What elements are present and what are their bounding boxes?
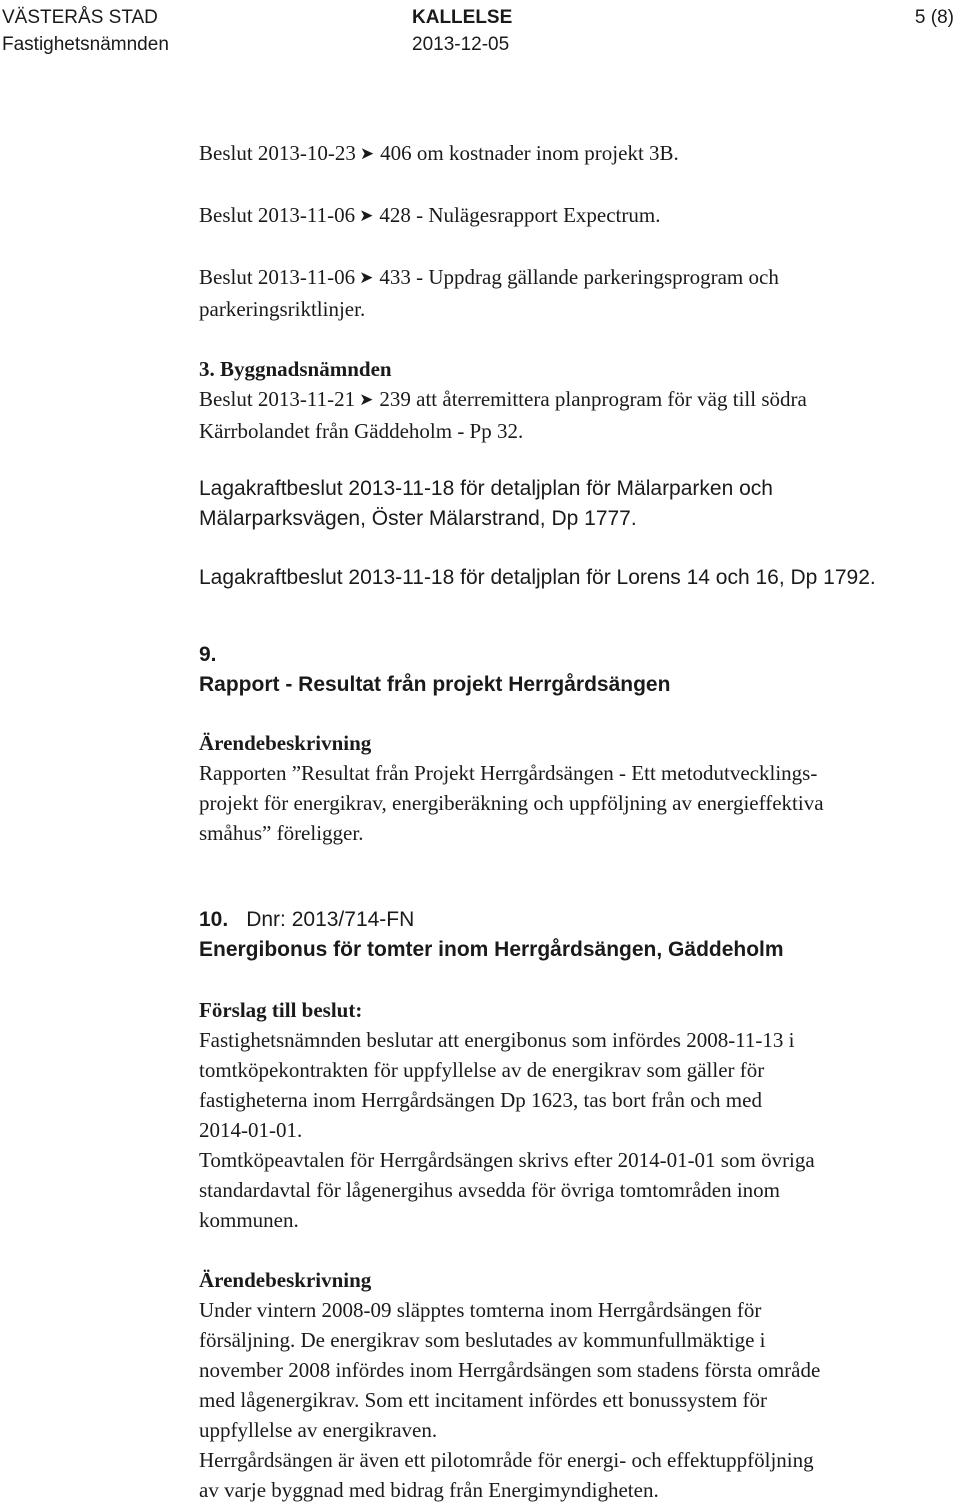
proposal-text: Fastighetsnämnden beslutar att energibonus som infördes 2008-11-13 i tomtköpekontrakten för uppfyllelse av de energikrav som gäller för fastigheterna inom Herrgårdsängen Dp 1623, tas bort från och med 2014-01-01. Tomtköpeavtalen för Herrgårdsängen skrivs efter 2014-01-01 som övriga standardavtal för lågenergihus avsedda för övriga tomtområden inom kommunen. <box>199 1028 815 1232</box>
paragraph-section-icon: ➤ <box>359 144 375 163</box>
header-org: VÄSTERÅS STAD <box>2 7 158 28</box>
item-title: Energibonus för tomter inom Herrgårdsängen, Gäddeholm <box>199 938 784 961</box>
item-subheading: Ärendebeskrivning <box>199 731 372 755</box>
header-middle <box>412 4 512 58</box>
item-description: Rapporten ”Resultat från Projekt Herrgårdsängen - Ett metodutvecklings- projekt för energikrav, energiberäkning och uppföljning av energieffektiva småhus” föreligger. <box>199 761 824 845</box>
header-page: 5 (8) <box>914 7 954 28</box>
lagakraft-item: Lagakraftbeslut 2013-11-18 för detaljplan för Lorens 14 och 16, Dp 1792. <box>199 566 876 589</box>
section-heading: 3. Byggnadsnämnden <box>199 357 392 381</box>
description-heading: Ärendebeskrivning <box>199 1268 372 1292</box>
decision-item: Beslut 2013-11-06 ➤ 428 - Nulägesrapport Expectrum. <box>199 200 959 232</box>
header-left <box>2 4 169 58</box>
header-date: 2013-12-05 <box>412 34 510 55</box>
decision-item: Beslut 2013-10-23 ➤ 406 om kostnader inom projekt 3B. <box>199 138 959 170</box>
item-title: Rapport - Resultat från projekt Herrgårdsängen <box>199 673 671 696</box>
lagakraft-item: Lagakraftbeslut 2013-11-18 för detaljplan för Mälarparken och Mälarparksvägen, Öster Mälarstrand, Dp 1777. <box>199 477 773 530</box>
item-number: 10. <box>199 908 229 931</box>
proposal-heading: Förslag till beslut: <box>199 998 363 1022</box>
decision-item: Beslut 2013-11-06 ➤ 433 - Uppdrag gällande parkeringsprogram och parkeringsriktlinjer. <box>199 265 779 321</box>
paragraph-section-icon: ➤ <box>359 206 374 225</box>
item-number: 9. <box>199 643 217 666</box>
header-doc-type: KALLELSE <box>412 7 513 28</box>
header-right <box>915 4 954 31</box>
header-committee: Fastighetsnämnden <box>2 34 169 55</box>
item-dnr: Dnr: 2013/714-FN <box>246 908 415 931</box>
paragraph-section-icon: ➤ <box>359 390 374 409</box>
description-text: Under vintern 2008-09 släpptes tomterna inom Herrgårdsängen för försäljning. De energikrav som beslutades av kommunfullmäktige i november 2008 infördes inom Herrgårdsängen som stadens första område med lågenergikrav. Som ett incitament infördes ett bonussystem för uppfyllelse av energikraven. Herrgårdsängen är även ett pilotområde för energi- och effektuppföljning av varje byggnad med bidrag från Energimyndigheten. <box>199 1298 821 1502</box>
document-body <box>199 138 959 1505</box>
item-header-line <box>199 904 959 935</box>
paragraph-section-icon: ➤ <box>359 268 374 287</box>
decision-item: Beslut 2013-11-21 ➤ 239 att återremittera planprogram för väg till södra Kärrbolandet från Gäddeholm - Pp 32. <box>199 387 807 443</box>
